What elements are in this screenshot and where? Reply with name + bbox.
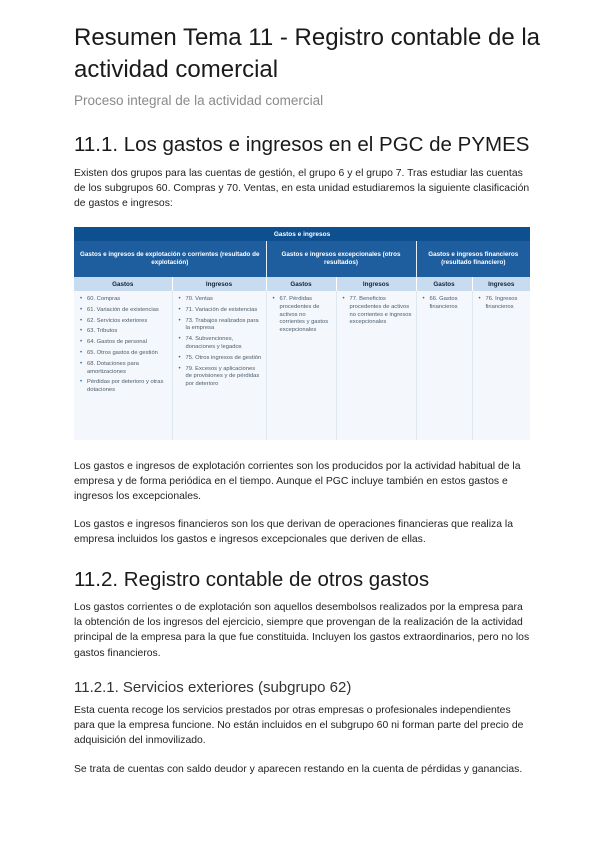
section-intro-paragraph: Existen dos grupos para las cuentas de gestión, el grupo 6 y el grupo 7. Tras estudiar las cuentas de los subgrupos 60. Compras y 70. Ventas, en esta unidad estudiaremos la siguiente clasificación de gastos e ingresos: [74, 168, 530, 210]
table-cell [472, 291, 530, 440]
table-subheader: Ingresos [172, 277, 266, 291]
account-list [421, 296, 468, 312]
subsection-heading-11-2-1: 11.2.1. Servicios exteriores (subgrupo 62) [74, 679, 352, 696]
account-list-item: • 76. Ingresos financieros [486, 296, 527, 312]
account-list-item: • 71. Variación de existencias [186, 307, 262, 315]
account-list-item: • 74. Subvenciones, donaciones y legados [186, 336, 262, 352]
paragraph-servicios-exteriores: Esta cuenta recoge los servicios prestados por otras empresas o profesionales independientes para que la empresa funcione. No están incluidos en el subgrupo 60 ni forman parte del precio de adquisición del inmovilizado. [74, 705, 524, 747]
paragraph-financieros: Los gastos e ingresos financieros son los que derivan de operaciones financieras que realiza la empresa incluidos los gastos e ingresos excepcionales que deriven de ellas. [74, 519, 513, 546]
table-cell [172, 291, 266, 440]
table-group-header: Gastos e ingresos excepcionales (otros resultados) [266, 241, 416, 277]
table-cell [266, 291, 336, 440]
table-title: Gastos e ingresos [74, 227, 530, 241]
account-list [177, 296, 262, 389]
account-list-item: • 70. Ventas [186, 296, 262, 304]
table-subheader: Gastos [416, 277, 472, 291]
account-list-item: • 73. Trabajos realizados para la empresa [186, 318, 262, 334]
account-list-item: • 75. Otros ingresos de gestión [186, 355, 262, 363]
account-list-item: • 64. Gastos de personal [87, 339, 168, 347]
section-heading-11-2: 11.2. Registro contable de otros gastos [74, 568, 430, 591]
table-subheader: Ingresos [336, 277, 416, 291]
document-subtitle: Proceso integral de la actividad comercial [74, 93, 324, 108]
account-list [78, 296, 168, 395]
document-title: Resumen Tema 11 - Registro contable de la actividad comercial [74, 24, 541, 83]
account-list-item: • 68. Dotaciones para amortizaciones [87, 361, 168, 377]
account-list [477, 296, 527, 312]
account-list-item: • 62. Servicios exteriores [87, 318, 168, 326]
account-list-item: • 77. Beneficios procedentes de activos no corrientes e ingresos excepcionales [350, 296, 412, 327]
table-group-header: Gastos e ingresos de explotación o corrientes (resultado de explotación) [74, 241, 266, 277]
account-list-item: • 65. Otros gastos de gestión [87, 350, 168, 358]
account-list-item: • Pérdidas por deterioro y otras dotaciones [87, 379, 168, 395]
account-list-item: • 79. Excesos y aplicaciones de provisiones y de pérdidas por deterioro [186, 366, 262, 389]
paragraph-gastos-corrientes: Los gastos corrientes o de explotación son aquellos desembolsos realizados por la empresa para la obtención de los ingresos del ejercicio, siempre que provengan de la realización de la actividad principal de la empresa para la que fue constituida. Incluyen los gastos extraordinarios, pero no los gastos financieros. [74, 602, 530, 659]
account-list-item: • 61. Variación de existencias [87, 307, 168, 315]
table-cell [336, 291, 416, 440]
account-list-item: • 60. Compras [87, 296, 168, 304]
paragraph-explotacion: Los gastos e ingresos de explotación corrientes son los producidos por la actividad habitual de la empresa y de forma periódica en el tiempo. Aunque el PGC incluye también en estos gastos e ingresos los excepcionales. [74, 461, 521, 503]
account-list-item: • 66. Gastos financieros [430, 296, 468, 312]
account-list-item: • 63. Tributos [87, 328, 168, 336]
table-subheader: Gastos [74, 277, 172, 291]
paragraph-saldo-deudor: Se trata de cuentas con saldo deudor y aparecen restando en la cuenta de pérdidas y ganancias. [74, 764, 523, 775]
account-list-item: • 67. Pérdidas procedentes de activos no corrientes y gastos excepcionales [280, 296, 332, 335]
account-list [271, 296, 332, 335]
account-list [341, 296, 412, 327]
gastos-ingresos-table [74, 227, 530, 440]
table-group-header: Gastos e ingresos financieros (resultado financiero) [416, 241, 530, 277]
table-subheader: Gastos [266, 277, 336, 291]
table-subheader: Ingresos [472, 277, 530, 291]
table-cell [74, 291, 172, 440]
table-cell [416, 291, 472, 440]
section-heading-11-1: 11.1. Los gastos e ingresos en el PGC de PYMES [74, 133, 530, 156]
